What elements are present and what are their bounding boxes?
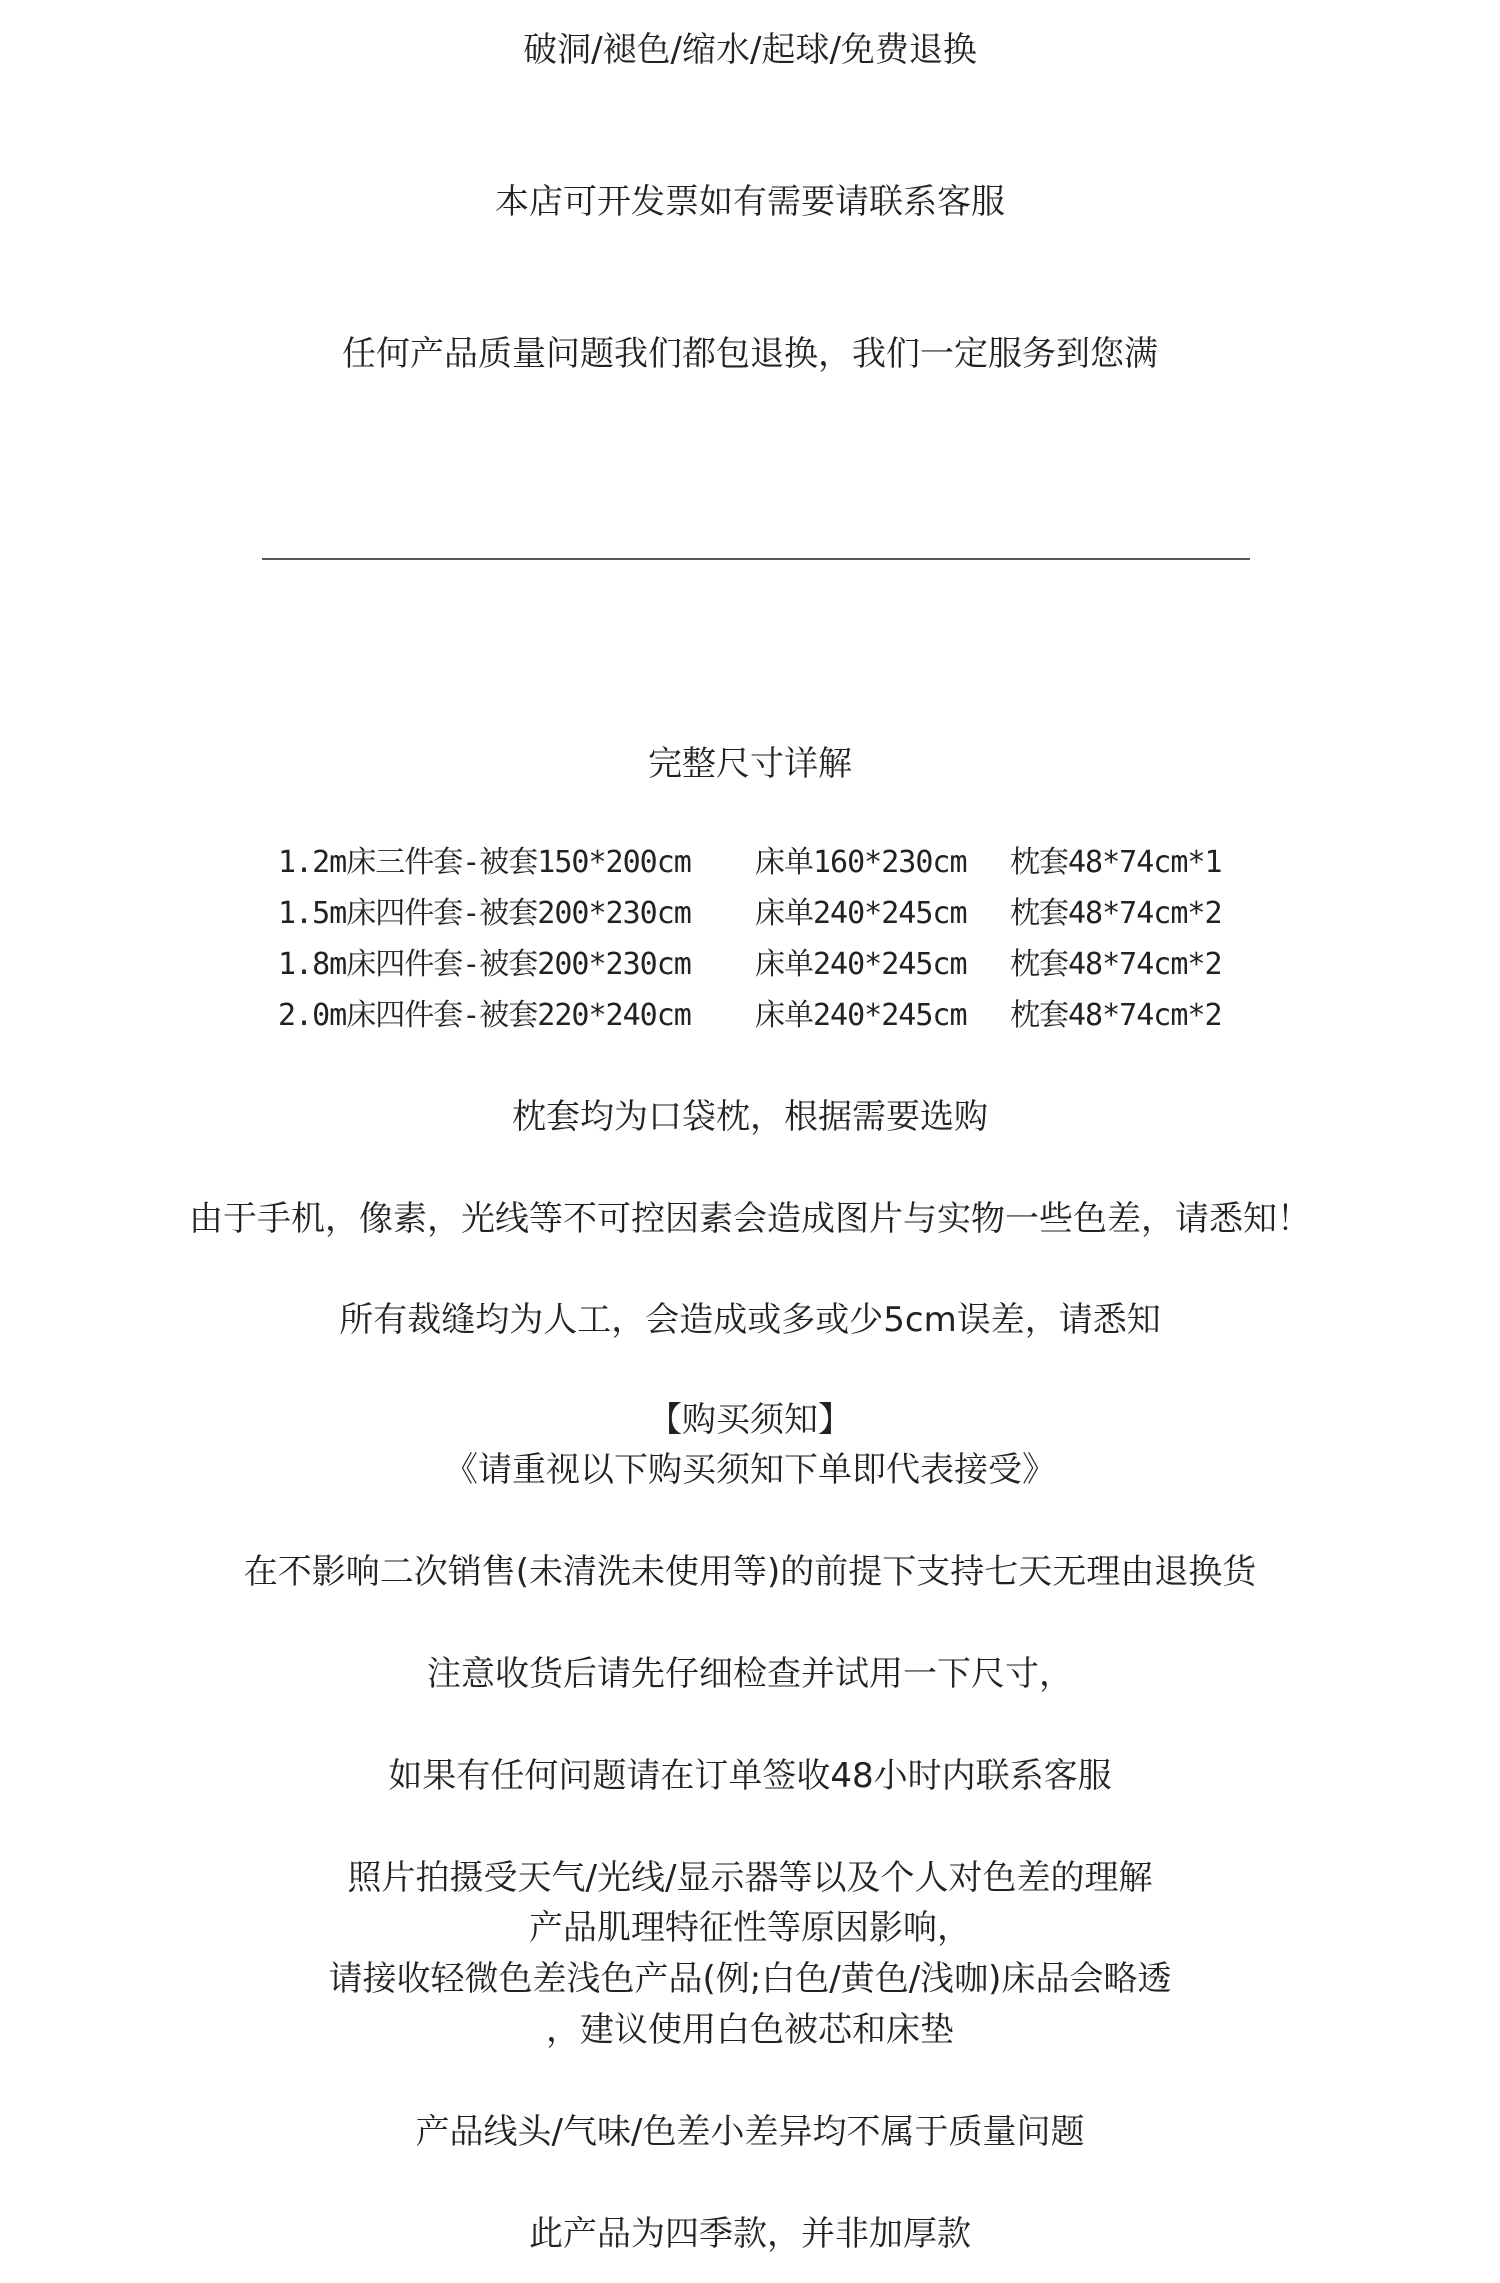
return-policy-line: 在不影响二次销售(未清洗未使用等)的前提下支持七天无理由退换货 [243,1552,1257,1592]
set-size: 1.8m床四件套-被套200*230cm [278,947,691,982]
sheet-size: 床单160*230cm [755,845,967,880]
pillow-size: 枕套48*74cm*1 [1010,845,1222,880]
size-row [0,889,1500,939]
sheet-size: 床单240*245cm [755,896,967,931]
purchase-notice-heading: 【购买须知】 [648,1400,852,1440]
quality-guarantee-line: 任何产品质量问题我们都包退换，我们一定服务到您满 [342,334,1158,374]
photo-note-4: ，建议使用白色被芯和床垫 [546,2010,954,2050]
pillow-size: 枕套48*74cm*2 [1010,998,1222,1033]
sheet-size: 床单240*245cm [755,947,967,982]
pillow-size: 枕套48*74cm*2 [1010,896,1222,931]
size-section-title: 完整尺寸详解 [648,744,852,784]
pillow-size: 枕套48*74cm*2 [1010,947,1222,982]
tailoring-note: 所有裁缝均为人工，会造成或多或少5cm误差，请悉知 [339,1300,1161,1340]
size-row [0,991,1500,1041]
size-row [0,838,1500,888]
section-divider [262,558,1250,560]
set-size: 1.5m床四件套-被套200*230cm [278,896,691,931]
quality-note: 产品线头/气味/色差小差异均不属于质量问题 [415,2112,1085,2152]
sheet-size: 床单240*245cm [755,998,967,1033]
color-difference-note: 由于手机，像素，光线等不可控因素会造成图片与实物一些色差，请悉知！ [189,1199,1311,1239]
photo-note-1: 照片拍摄受天气/光线/显示器等以及个人对色差的理解 [347,1858,1153,1898]
inspect-note: 注意收货后请先仔细检查并试用一下尺寸， [427,1654,1073,1694]
set-size: 2.0m床四件套-被套220*240cm [278,998,691,1033]
pillow-note: 枕套均为口袋枕，根据需要选购 [512,1097,988,1137]
purchase-notice-subheading: 《请重视以下购买须知下单即代表接受》 [444,1450,1056,1490]
return-exchange-line: 破洞/褪色/缩水/起球/免费退换 [523,30,977,70]
invoice-line: 本店可开发票如有需要请联系客服 [495,182,1005,222]
contact-note: 如果有任何问题请在订单签收48小时内联系客服 [388,1756,1112,1796]
set-size: 1.2m床三件套-被套150*200cm [278,845,691,880]
size-row [0,940,1500,990]
photo-note-3: 请接收轻微色差浅色产品(例;白色/黄色/浅咖)床品会略透 [328,1959,1172,1999]
season-note: 此产品为四季款，并非加厚款 [529,2214,971,2254]
photo-note-2: 产品肌理特征性等原因影响， [529,1908,971,1948]
